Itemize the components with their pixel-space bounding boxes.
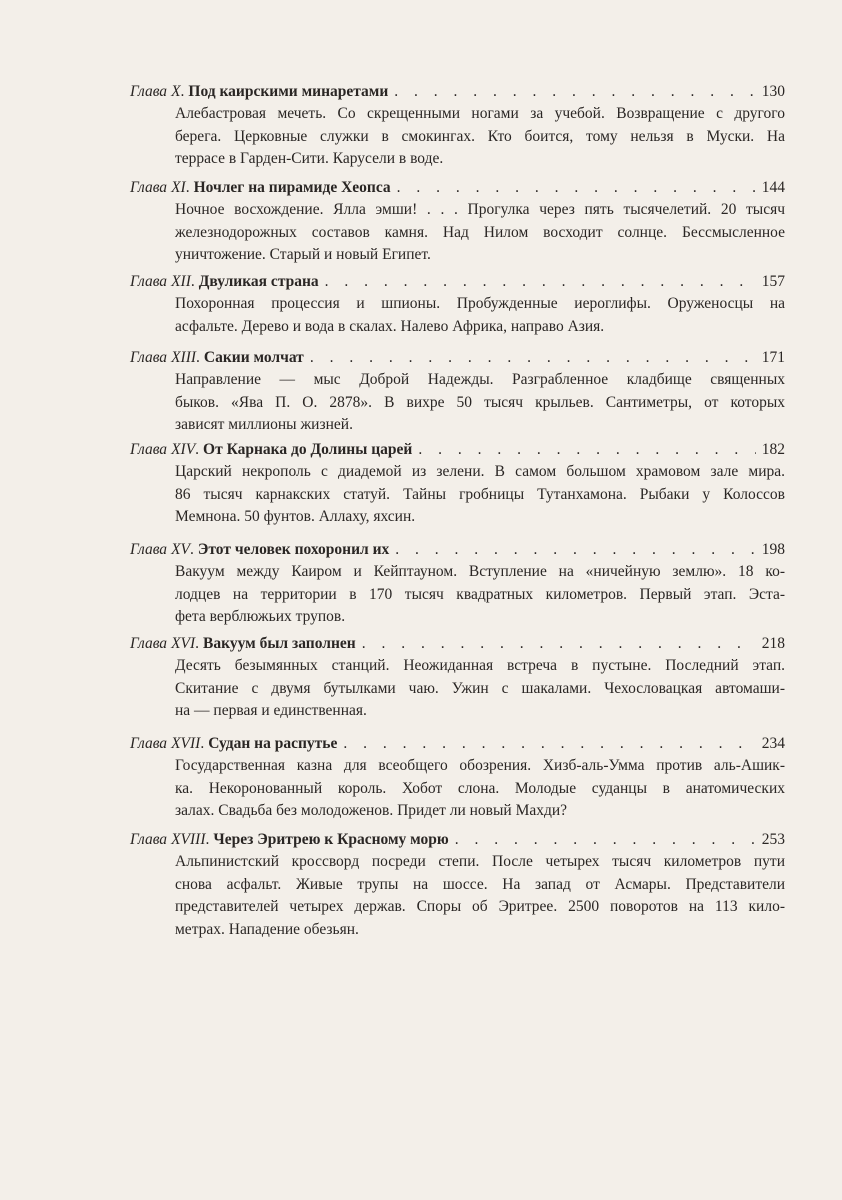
chapter-label: Глава bbox=[130, 735, 168, 752]
chapter-label: Глава bbox=[130, 541, 168, 558]
summary-line: на — первая и единственная. bbox=[175, 702, 367, 719]
summary-line: Мемнона. 50 фунтов. Аллаху, яхсин. bbox=[175, 508, 416, 525]
dot-leader bbox=[397, 177, 756, 199]
chapter-label: Глава bbox=[130, 349, 168, 366]
page-number: 171 bbox=[761, 349, 785, 366]
summary-line: уничтожение. Старый и новый Египет. bbox=[175, 246, 431, 263]
summary-line: Царский некрополь с диадемой из зелени. В самом большом храмовом зале мира. bbox=[175, 463, 785, 480]
chapter-title: Ночлег на пирамиде Хеопса bbox=[193, 179, 391, 196]
chapter-summary bbox=[175, 461, 785, 529]
chapter-title: Вакуум был заполнен bbox=[203, 635, 356, 652]
chapter-heading bbox=[130, 829, 785, 851]
chapter-number-dot: . bbox=[195, 441, 200, 458]
summary-line: Ночное восхождение. Ялла эмши! . . . Прогулка через пять тысячелетий. 20 тысяч bbox=[175, 201, 785, 218]
page-number: 218 bbox=[761, 635, 785, 652]
chapter-title: Двуликая страна bbox=[198, 273, 319, 290]
summary-line: Альпинистский кроссворд посреди степи. После четырех тысяч километров пути bbox=[175, 853, 785, 870]
dot-leader bbox=[395, 539, 755, 561]
chapter-label: Глава bbox=[130, 273, 168, 290]
chapter-summary bbox=[175, 851, 785, 941]
summary-line: Десять безымянных станций. Неожиданная встреча в пустыне. Последний этап. bbox=[175, 657, 785, 674]
chapter-number-dot: . bbox=[195, 635, 200, 652]
page-number: 253 bbox=[761, 831, 785, 848]
dot-leader bbox=[343, 733, 755, 755]
chapter-heading bbox=[130, 347, 785, 369]
chapter-label: Глава bbox=[130, 635, 168, 652]
summary-line: представителей четырех держав. Споры об Эритрее. 2500 поворотов на 113 кило- bbox=[175, 898, 785, 915]
chapter-number: XV bbox=[171, 541, 190, 558]
chapter-heading bbox=[130, 439, 785, 461]
chapter-number-dot: . bbox=[200, 735, 205, 752]
chapter-number: XVII bbox=[171, 735, 201, 752]
chapter-summary bbox=[175, 293, 785, 338]
chapter-summary bbox=[175, 655, 785, 723]
chapter-label: Глава bbox=[130, 83, 168, 100]
chapter-entry bbox=[130, 633, 785, 723]
chapter-number-dot: . bbox=[180, 83, 185, 100]
page-number: 182 bbox=[761, 441, 785, 458]
chapter-heading bbox=[130, 81, 785, 103]
chapter-entry bbox=[130, 347, 785, 437]
summary-line: берега. Церковные служки в смокингах. Кто боится, тому нельзя в Муски. На bbox=[175, 127, 785, 145]
page-number: 234 bbox=[761, 735, 785, 752]
summary-line: зависят миллионы жизней. bbox=[175, 416, 353, 433]
chapter-heading bbox=[130, 271, 785, 293]
page-number: 157 bbox=[761, 273, 785, 290]
chapter-entry bbox=[130, 439, 785, 529]
chapter-entry bbox=[130, 177, 785, 267]
chapter-summary bbox=[175, 561, 785, 629]
summary-line: метрах. Нападение обезьян. bbox=[175, 920, 359, 938]
dot-leader bbox=[325, 271, 756, 293]
chapter-title: Через Эритрею к Красному морю bbox=[213, 831, 449, 848]
chapter-title: Этот человек похоронил их bbox=[197, 541, 390, 558]
chapter-heading bbox=[130, 539, 785, 561]
summary-line: Алебастровая мечеть. Со скрещенными ногами за учебой. Возвращение с другого bbox=[175, 105, 785, 122]
chapter-heading bbox=[130, 177, 785, 199]
chapter-number-dot: . bbox=[196, 349, 200, 366]
page-number: 130 bbox=[761, 83, 785, 100]
dot-leader bbox=[455, 829, 756, 851]
summary-line: Государственная казна для всеобщего обозрения. Хизб-аль-Умма против аль-Ашик- bbox=[175, 757, 785, 774]
dot-leader bbox=[310, 347, 756, 369]
chapter-number-dot: . bbox=[185, 179, 190, 196]
chapter-entry bbox=[130, 81, 785, 171]
chapter-entry bbox=[130, 271, 785, 338]
chapter-title: От Карнака до Долины царей bbox=[203, 441, 413, 458]
chapter-number-dot: . bbox=[205, 831, 210, 848]
dot-leader bbox=[394, 81, 755, 103]
summary-line: 86 тысяч карнакских статуй. Тайны гробницы Тутанхамона. Рыбаки у Колоссов bbox=[175, 485, 785, 503]
chapter-title: Судан на распутье bbox=[208, 735, 338, 752]
summary-line: Похоронная процессия и шпионы. Пробужденные иероглифы. Оруженосцы на bbox=[175, 295, 785, 312]
chapter-summary bbox=[175, 199, 785, 267]
chapter-label: Глава bbox=[130, 179, 168, 196]
chapter-number: XVIII bbox=[171, 831, 206, 848]
page-number: 198 bbox=[761, 541, 785, 558]
chapter-number: X bbox=[171, 83, 181, 100]
page-number: 144 bbox=[761, 179, 785, 196]
chapter-heading bbox=[130, 633, 785, 655]
chapter-number: XII bbox=[171, 273, 191, 290]
summary-line: железнодорожных составов камня. Над Нилом восходит солнце. Бессмысленное bbox=[175, 223, 785, 241]
summary-line: Направление — мыс Доброй Надежды. Разграбленное кладбище священных bbox=[175, 371, 785, 388]
chapter-number-dot: . bbox=[190, 273, 195, 290]
summary-line: снова асфальт. Живые трупы на шоссе. На запад от Асмары. Представители bbox=[175, 875, 785, 893]
chapter-label: Глава bbox=[130, 441, 168, 458]
chapter-number-dot: . bbox=[190, 541, 194, 558]
chapter-number: XIII bbox=[171, 349, 197, 366]
summary-line: Скитание с двумя бутылками чаю. Ужин с шакалами. Чехословацкая автомаши- bbox=[175, 679, 785, 697]
chapter-entry bbox=[130, 829, 785, 941]
summary-line: быков. «Ява П. О. 2878». В вихре 50 тысяч крыльев. Сантиметры, от которых bbox=[175, 393, 785, 411]
chapter-entry bbox=[130, 733, 785, 823]
summary-line: лодцев на территории в 170 тысяч квадратных километров. Первый этап. Эста- bbox=[175, 585, 785, 603]
chapter-entry bbox=[130, 539, 785, 629]
summary-line: залах. Свадьба без молодоженов. Придет ли новый Махди? bbox=[175, 802, 568, 819]
chapter-label: Глава bbox=[130, 831, 168, 848]
chapter-heading bbox=[130, 733, 785, 755]
summary-line: асфальте. Дерево и вода в скалах. Налево Африка, направо Азия. bbox=[175, 317, 605, 335]
chapter-title: Под каирскими минаретами bbox=[188, 83, 389, 100]
chapter-number: XVI bbox=[171, 635, 196, 652]
chapter-summary bbox=[175, 103, 785, 171]
chapter-number: XI bbox=[171, 179, 186, 196]
summary-line: ка. Некоронованный король. Хобот слона. Молодые суданцы в анатомических bbox=[175, 779, 785, 797]
dot-leader bbox=[362, 633, 756, 655]
dot-leader bbox=[418, 439, 755, 461]
chapter-title: Сакии молчат bbox=[203, 349, 304, 366]
summary-line: Вакуум между Каиром и Кейптауном. Вступление на «ничейную землю». 18 ко- bbox=[175, 563, 785, 580]
chapter-summary bbox=[175, 755, 785, 823]
chapter-number: XIV bbox=[171, 441, 196, 458]
summary-line: террасе в Гарден-Сити. Карусели в воде. bbox=[175, 150, 444, 167]
chapter-summary bbox=[175, 369, 785, 437]
summary-line: фета верблюжьих трупов. bbox=[175, 608, 346, 625]
